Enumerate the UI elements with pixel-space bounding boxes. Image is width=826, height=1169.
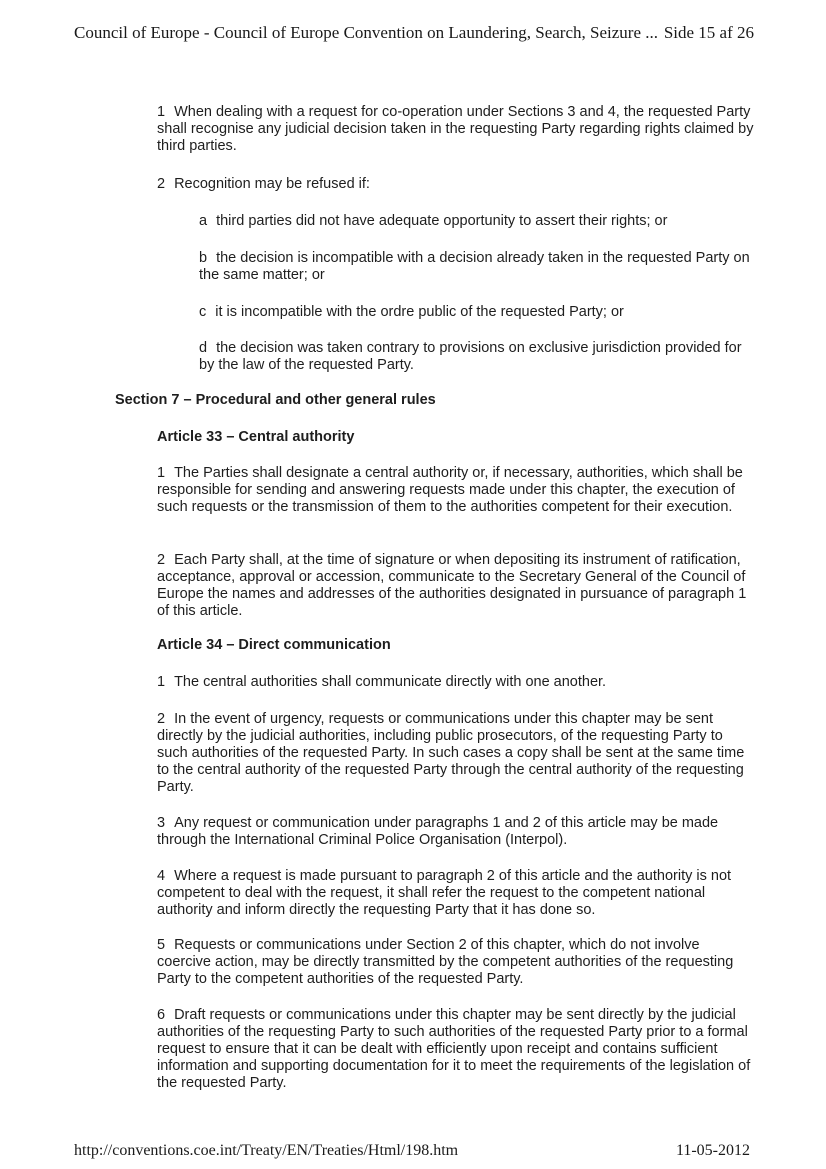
paragraph: 5 Requests or communications under Section 2 of this chapter, which do not involve coercive action, may be directly transmitted by the competent authorities of the requesting Party to the competent authorities of the requested Party. — [157, 937, 734, 987]
paragraph-number: 4 — [157, 868, 166, 884]
item-letter: d — [199, 340, 208, 356]
list-item: c it is incompatible with the ordre public of the requested Party; or — [199, 304, 624, 320]
paragraph: 3 Any request or communication under paragraphs 1 and 2 of this article may be made through the International Criminal Police Organisation (Interpol). — [157, 815, 719, 848]
section-heading: Section 7 – Procedural and other general rules — [115, 392, 436, 408]
paragraph-number: 1 — [157, 104, 166, 120]
article-heading: Article 34 – Direct communication — [157, 637, 391, 653]
paragraph: 1 The central authorities shall communicate directly with one another. — [157, 674, 607, 690]
paragraph-number: 3 — [157, 815, 166, 831]
page-footer — [74, 1140, 750, 1162]
list-item: a third parties did not have adequate opportunity to assert their rights; or — [199, 213, 668, 229]
paragraph-number: 2 — [157, 711, 166, 727]
paragraph: 6 Draft requests or communications under this chapter may be sent directly by the judicial authorities of the requesting Party to such authorities of the requested Party prior to a formal request to ensure that it can be dealt with efficiently upon receipt and contains sufficient information and supporting documentation for it to meet the requirements of the legislation of the requested Party. — [157, 1007, 751, 1091]
paragraph-number: 1 — [157, 674, 166, 690]
list-item: b the decision is incompatible with a decision already taken in the requested Party on the same matter; or — [199, 250, 750, 283]
paragraph: 1 When dealing with a request for co-operation under Sections 3 and 4, the requested Party shall recognise any judicial decision taken in the requesting Party regarding rights claimed by third parties. — [157, 104, 754, 154]
paragraph-number: 2 — [157, 552, 166, 568]
paragraph: 1 The Parties shall designate a central authority or, if necessary, authorities, which shall be responsible for sending and answering requests made under this chapter, the execution of such requests or the transmission of them to the authorities competent for their execution. — [157, 465, 743, 515]
paragraph-number: 6 — [157, 1007, 166, 1023]
paragraph-number: 1 — [157, 465, 166, 481]
paragraph: 2 In the event of urgency, requests or communications under this chapter may be sent directly by the judicial authorities, including public prosecutors, of the requesting Party to such authorities of the requested Party. In such cases a copy shall be sent at the same time to the central authority of the requested Party through the central authority of the requesting Party. — [157, 711, 745, 795]
source-url: http://conventions.coe.int/Treaty/EN/Treaties/Html/198.htm — [74, 1142, 459, 1159]
paragraph: 4 Where a request is made pursuant to paragraph 2 of this article and the authority is not competent to deal with the request, it shall refer the request to the competent national authority and inform directly the requesting Party that it has done so. — [157, 868, 732, 918]
page-indicator: Side 15 af 26 — [663, 23, 754, 42]
item-letter: a — [199, 213, 208, 229]
document-title: Council of Europe - Council of Europe Convention on Laundering, Search, Seizure ... — [74, 23, 658, 42]
list-item: d the decision was taken contrary to provisions on exclusive jurisdiction provided for by the law of the requested Party. — [199, 340, 742, 373]
item-letter: b — [199, 250, 208, 266]
print-date: 11-05-2012 — [675, 1142, 750, 1159]
page-header — [74, 22, 754, 44]
item-letter: c — [199, 304, 207, 320]
paragraph-number: 2 — [157, 176, 166, 192]
paragraph: 2 Each Party shall, at the time of signature or when depositing its instrument of ratification, acceptance, approval or accession, communicate to the Secretary General of the Council of Europe the names and addresses of the authorities designated in pursuance of paragraph 1 of this article. — [157, 552, 747, 619]
paragraph-number: 5 — [157, 937, 166, 953]
paragraph: 2 Recognition may be refused if: — [157, 176, 370, 192]
article-heading: Article 33 – Central authority — [157, 429, 355, 445]
